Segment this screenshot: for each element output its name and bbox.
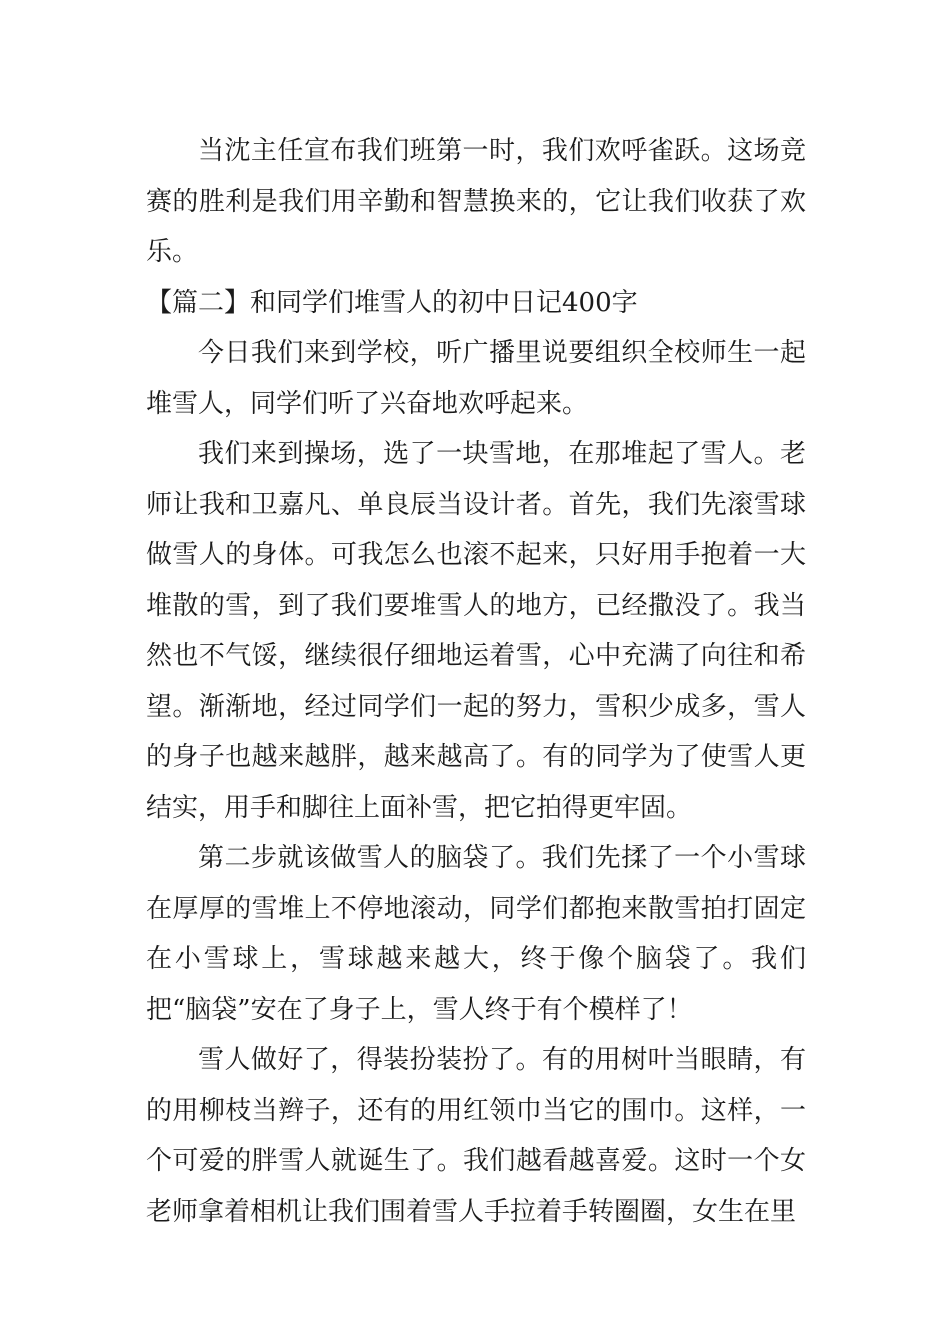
paragraph-intro: 今日我们来到学校，听广播里说要组织全校师生一起堆雪人，同学们听了兴奋地欢呼起来。 [146,338,806,419]
paragraph-victory: 当沈主任宣布我们班第一时，我们欢呼雀跃。这场竞赛的胜利是我们用辛勤和智慧换来的，它让我们收获了欢乐。 [146,136,806,267]
paragraph-decorating: 雪人做好了，得装扮装扮了。有的用树叶当眼睛，有的用柳枝当辫子，还有的用红领巾当它的围巾。这样，一个可爱的胖雪人就诞生了。我们越看越喜爱。这时一个女老师拿着相机让我们围着雪人手拉着手转圈圈，女生在里 [146,1045,806,1227]
paragraph-body-building: 我们来到操场，选了一块雪地，在那堆起了雪人。老师让我和卫嘉凡、单良辰当设计者。首先，我们先滚雪球做雪人的身体。可我怎么也滚不起来，只好用手抱着一大堆散的雪，到了我们要堆雪人的地方，已经撒没了。我当然也不气馁，继续很仔细地运着雪，心中充满了向往和希望。渐渐地，经过同学们一起的努力，雪积少成多，雪人的身子也越来越胖，越来越高了。有的同学为了使雪人更结实，用手和脚往上面补雪，把它拍得更牢固。 [146,439,806,823]
section-heading: 【篇二】和同学们堆雪人的初中日记400字 [146,287,638,318]
document-page [146,126,806,1237]
paragraph-head-making: 第二步就该做雪人的脑袋了。我们先揉了一个小雪球在厚厚的雪堆上不停地滚动，同学们都抱来散雪拍打固定在小雪球上，雪球越来越大，终于像个脑袋了。我们把“脑袋”安在了身子上，雪人终于有个模样了！ [146,843,806,1025]
